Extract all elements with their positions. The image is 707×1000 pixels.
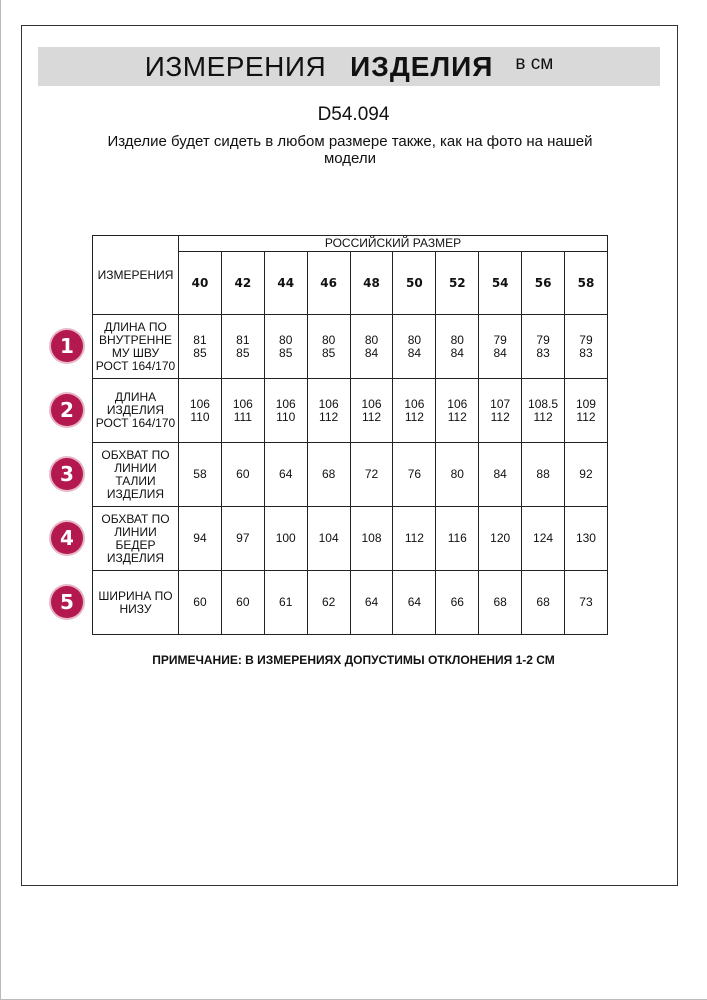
measurement-label-line: ШИРИНА ПО (98, 588, 173, 603)
value: 112 (361, 409, 382, 424)
value-cell (565, 443, 608, 507)
value: 73 (579, 595, 593, 609)
value-cell (522, 571, 565, 635)
size-header: 58 (565, 252, 608, 315)
value: 112 (404, 531, 424, 545)
value: 110 (276, 409, 296, 424)
measurement-label-line: НИЗУ (119, 601, 152, 616)
value: 68 (493, 595, 507, 609)
title-bold: ИЗДЕЛИЯ (350, 50, 494, 82)
value-cell (522, 315, 565, 379)
value: 124 (533, 531, 554, 545)
size-header: 44 (264, 252, 307, 315)
page-edge (0, 0, 1, 1000)
value: 84 (407, 345, 422, 360)
value-cell (179, 507, 222, 571)
size-header: 56 (522, 252, 565, 315)
value-cell (479, 443, 522, 507)
table-row (93, 379, 608, 443)
measurement-label (93, 379, 179, 443)
value-cell (393, 443, 436, 507)
value: 108.5 (528, 396, 559, 411)
size-header: 52 (436, 252, 479, 315)
value: 79 (536, 332, 550, 347)
value: 80 (364, 332, 379, 347)
value: 84 (450, 345, 464, 360)
value: 72 (364, 467, 379, 481)
value: 106 (447, 396, 468, 411)
value: 80 (450, 467, 464, 481)
value: 85 (236, 345, 250, 360)
value: 64 (407, 595, 422, 609)
value: 58 (193, 467, 207, 481)
value: 81 (236, 332, 250, 347)
value: 68 (536, 595, 550, 609)
value-cell (350, 379, 393, 443)
value: 80 (450, 332, 464, 347)
size-table (92, 235, 608, 635)
value: 94 (193, 531, 207, 545)
measurement-label-line: РОСТ 164/170 (95, 358, 176, 373)
value: 79 (579, 332, 593, 347)
measurement-label-line: ИЗДЕЛИЯ (106, 403, 165, 417)
value-cell (350, 507, 393, 571)
value: 88 (536, 467, 550, 481)
value: 120 (490, 531, 511, 545)
table-row (93, 315, 608, 379)
row-number-badge: 3 (51, 458, 83, 490)
measurement-label-line: ЛИНИИ (114, 460, 157, 475)
measurement-label (93, 507, 179, 571)
value: 64 (364, 595, 379, 609)
measurement-label-line: РОСТ 164/170 (95, 416, 176, 430)
measurement-label-line: МУ ШВУ (111, 345, 160, 360)
value-cell (221, 507, 264, 571)
value: 81 (193, 332, 207, 347)
value: 112 (447, 409, 467, 424)
value-cell (307, 379, 350, 443)
value: 106 (275, 396, 296, 411)
value-cell (179, 571, 222, 635)
table-row (93, 507, 608, 571)
measurement-label-line: ДЛИНА ПО (104, 319, 167, 334)
value: 60 (236, 467, 250, 481)
value: 106 (361, 396, 382, 411)
measurement-label-line: ВНУТРЕННЕ (99, 332, 172, 347)
value: 80 (279, 332, 293, 347)
value-cell (479, 571, 522, 635)
value: 112 (404, 409, 424, 424)
value-cell (264, 571, 307, 635)
value-cell (179, 443, 222, 507)
value: 92 (579, 467, 593, 481)
measurement-label (93, 443, 179, 507)
value: 80 (407, 332, 422, 347)
value-cell (264, 379, 307, 443)
value: 85 (193, 345, 207, 360)
value: 62 (321, 595, 336, 609)
row-number-badge: 5 (51, 586, 83, 618)
value: 61 (279, 595, 293, 609)
group-header: РОССИЙСКИЙ РАЗМЕР (179, 236, 608, 252)
value: 116 (447, 531, 467, 545)
value: 112 (576, 409, 596, 424)
size-header: 50 (393, 252, 436, 315)
value-cell (436, 571, 479, 635)
title-unit: в см (515, 52, 554, 74)
value-cell (565, 571, 608, 635)
value: 84 (493, 345, 507, 360)
value: 76 (407, 467, 422, 481)
value-cell (436, 507, 479, 571)
value-cell (179, 315, 222, 379)
value-cell (264, 507, 307, 571)
value: 104 (318, 531, 339, 545)
value-cell (522, 379, 565, 443)
value-cell (479, 379, 522, 443)
value-cell (264, 315, 307, 379)
measurement-label-line: ОБХВАТ ПО (101, 511, 170, 526)
value: 84 (493, 467, 507, 481)
value-cell (393, 379, 436, 443)
value-cell (221, 379, 264, 443)
value: 109 (575, 396, 596, 411)
table-row (93, 571, 608, 635)
value: 106 (232, 396, 253, 411)
size-header: 40 (179, 252, 222, 315)
value: 111 (233, 409, 252, 424)
value: 85 (321, 345, 336, 360)
value: 84 (364, 345, 379, 360)
value-cell (179, 379, 222, 443)
value: 112 (533, 409, 553, 424)
value-cell (522, 507, 565, 571)
value-cell (350, 571, 393, 635)
table-row (93, 443, 608, 507)
value: 97 (236, 531, 250, 545)
value-cell (393, 507, 436, 571)
value: 80 (321, 332, 336, 347)
value: 85 (279, 345, 293, 360)
measurement-label-line: ОБХВАТ ПО (101, 447, 170, 462)
fit-note: Изделие будет сидеть в любом размере также, как на фото на нашей модели (107, 133, 593, 167)
value: 112 (319, 409, 339, 424)
value-cell (565, 507, 608, 571)
value: 79 (493, 332, 507, 347)
value-cell (221, 315, 264, 379)
value-cell (522, 443, 565, 507)
size-header: 48 (350, 252, 393, 315)
measurement-label (93, 571, 179, 635)
value-cell (479, 315, 522, 379)
row-number-badge: 2 (51, 394, 83, 426)
value-cell (436, 443, 479, 507)
value-cell (350, 315, 393, 379)
value: 100 (275, 531, 296, 545)
value-cell (307, 443, 350, 507)
value-cell (436, 379, 479, 443)
value: 66 (450, 595, 464, 609)
value-cell (307, 507, 350, 571)
row-number-badge: 4 (51, 522, 83, 554)
measurement-label-line: ТАЛИИ (115, 473, 156, 488)
value-cell (307, 315, 350, 379)
measurement-label-line: ЛИНИИ (114, 524, 157, 539)
measurement-label-line: ИЗДЕЛИЯ (106, 550, 165, 565)
value: 112 (490, 409, 510, 424)
value-cell (436, 315, 479, 379)
title-bar (38, 47, 660, 86)
product-code: D54.094 (317, 104, 390, 125)
size-header: 42 (221, 252, 264, 315)
value: 68 (321, 467, 336, 481)
row-number-badge: 1 (51, 330, 83, 362)
value-cell (479, 507, 522, 571)
value: 106 (318, 396, 339, 411)
measurement-label-line: ИЗДЕЛИЯ (106, 486, 165, 501)
value-cell (565, 315, 608, 379)
measurement-label-line: БЕДЕР (115, 537, 156, 552)
value-cell (565, 379, 608, 443)
value-cell (221, 443, 264, 507)
value-cell (393, 571, 436, 635)
value: 110 (190, 409, 210, 424)
value-cell (264, 443, 307, 507)
value: 60 (236, 595, 250, 609)
corner-label: ИЗМЕРЕНИЯ (93, 236, 179, 315)
value: 106 (404, 396, 425, 411)
value: 130 (575, 531, 596, 545)
measurement-label (93, 315, 179, 379)
value: 108 (361, 531, 382, 545)
deviation-note: ПРИМЕЧАНИЕ: В ИЗМЕРЕНИЯХ ДОПУСТИМЫ ОТКЛОНЕНИЯ 1-2 СМ (152, 653, 555, 667)
value-cell (307, 571, 350, 635)
value: 60 (193, 595, 207, 609)
value: 83 (536, 345, 550, 360)
size-header: 46 (307, 252, 350, 315)
value: 107 (490, 396, 511, 411)
size-header: 54 (479, 252, 522, 315)
value: 83 (579, 345, 593, 360)
value: 106 (189, 396, 210, 411)
value-cell (393, 315, 436, 379)
value-cell (221, 571, 264, 635)
value-cell (350, 443, 393, 507)
title-main: ИЗМЕРЕНИЯ (144, 50, 327, 82)
value: 64 (279, 467, 293, 481)
measurement-label-line: ДЛИНА (114, 390, 157, 404)
